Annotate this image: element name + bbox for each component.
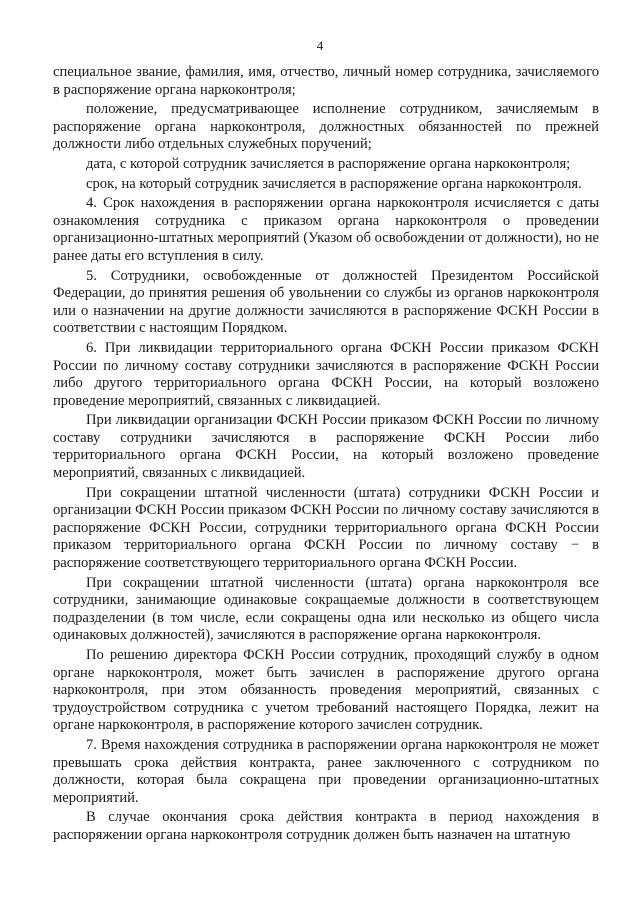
paragraph-continuation: специальное звание, фамилия, имя, отчество, личный номер сотрудника, зачисляемого в распоряжение органа наркоконтроля;	[53, 64, 599, 98]
paragraph-liquidation-organization: При ликвидации организации ФСКН России приказом ФСКН России по личному составу сотрудники зачисляются в распоряжение ФСКН России либо территориального органа ФСКН России, на который возложено проведение мероприятий, связанных с ликвидацией.	[53, 412, 599, 482]
paragraph-contract-expiry: В случае окончания срока действия контракта в период нахождения в распоряжении органа наркоконтроля сотрудник должен быть назначен на штатную	[53, 809, 599, 843]
paragraph-item-7: 7. Время нахождения сотрудника в распоряжении органа наркоконтроля не может превышать срока действия контракта, ранее заключенного с сотрудником по должности, которая была сокращена при проведении организационно-штатных мероприятий.	[53, 736, 599, 806]
paragraph-director-decision: По решению директора ФСКН России сотрудник, проходящий службу в одном органе наркоконтроля, может быть зачислен в распоряжение другого органа наркоконтроля, при этом обязанность проведения мероприятий, связанных с трудоустройством сотрудника с учетом требований настоящего Порядка, лежит на органе наркоконтроля, в распоряжение которого зачислен сотрудник.	[53, 647, 599, 734]
paragraph-item-5: 5. Сотрудники, освобожденные от должностей Президентом Российской Федерации, до принятия решения об увольнении со службы из органов наркоконтроля или о назначении на другие должности зачисляются в распоряжение ФСКН России в соответствии с настоящим Порядком.	[53, 267, 599, 337]
paragraph-item-4: 4. Срок нахождения в распоряжении органа наркоконтроля исчисляется с даты ознакомления сотрудника с приказом органа наркоконтроля о проведении организационно-штатных мероприятий (Указом об освобождении от должности), но не ранее даты его вступления в силу.	[53, 195, 599, 264]
paragraph-item-6: 6. При ликвидации территориального органа ФСКН России приказом ФСКН России по личному составу сотрудники зачисляются в распоряжение ФСКН России либо другого территориального органа ФСКН России, на который возложено проведение мероприятий, связанных с ликвидацией.	[53, 339, 599, 409]
paragraph-start-date: дата, с которой сотрудник зачисляется в распоряжение органа наркоконтроля;	[86, 155, 571, 172]
document-body	[53, 64, 599, 847]
paragraph-staff-reduction: При сокращении штатной численности (штата) сотрудники ФСКН России и организации ФСКН России приказом ФСКН России по личному составу зачисляются в распоряжение ФСКН России, сотрудники территориального органа ФСКН России приказом территориального органа ФСКН России по личному составу − в распоряжение соответствующего территориального органа ФСКН России.	[53, 484, 599, 572]
page-number: 4	[316, 38, 324, 53]
paragraph-term: срок, на который сотрудник зачисляется в распоряжение органа наркоконтроля.	[86, 175, 582, 192]
paragraph-staff-reduction-same-positions: При сокращении штатной численности (штата) органа наркоконтроля все сотрудники, занимающие одинаковые сокращаемые должности в соответствующем подразделении (в том числе, если сокращены одна или несколько из общего числа одинаковых должностей), зачисляются в распоряжение органа наркоконтроля.	[53, 574, 599, 644]
paragraph-position-duties: положение, предусматривающее исполнение сотрудником, зачисляемым в распоряжение органа наркоконтроля, должностных обязанностей по прежней должности либо отдельных служебных поручений;	[53, 101, 599, 153]
